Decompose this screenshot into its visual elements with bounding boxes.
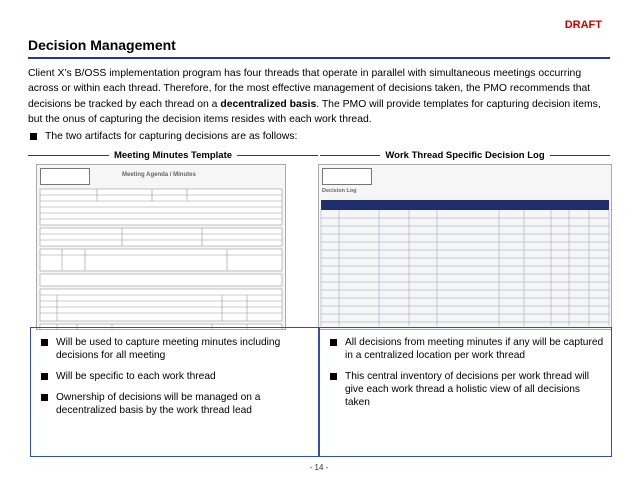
left-section-header (28, 148, 318, 162)
logo-box (40, 168, 90, 185)
page-number: - 14 - (309, 463, 329, 472)
bullet-square-icon (41, 339, 48, 346)
bullet-text: This central inventory of decisions per work thread will give each work thread a holistic view of all decisions taken (345, 371, 590, 408)
bullet-square-icon (41, 394, 48, 401)
doc-title: Meeting Agenda / Minutes (122, 172, 196, 178)
draft-label: DRAFT (564, 19, 602, 31)
header-rule (320, 155, 380, 156)
bullet-square-icon (330, 339, 337, 346)
right-header-label: Work Thread Specific Decision Log (385, 149, 545, 161)
decision-log-image (318, 164, 612, 330)
list-item (41, 336, 312, 362)
list-item (330, 370, 605, 409)
header-rule (237, 155, 318, 156)
left-header-label: Meeting Minutes Template (113, 149, 233, 161)
intro-text-1: Client X’s B/OSS implementation program has four threads that operate in parallel with simultaneous meetings occurring across or within each thread. Therefore, for the most effective management of decisions taken, the PMO recommends that decisions be tracked by each thread on a (28, 68, 591, 110)
intro-bold: decentralized basis (220, 98, 317, 110)
bullet-square-icon (41, 373, 48, 380)
artifacts-text: The two artifacts for capturing decisions are as follows: (45, 131, 298, 142)
doc-title: Decision Log (322, 188, 357, 194)
logo-box (322, 168, 372, 185)
intro-paragraph (28, 66, 613, 128)
left-bullets-box (30, 327, 319, 457)
right-section-header (320, 148, 610, 162)
list-item (41, 391, 312, 417)
header-rule (28, 155, 109, 156)
bullet-square-icon (330, 373, 337, 380)
minutes-form-lines (37, 187, 285, 330)
bullet-text: Will be used to capture meeting minutes including decisions for all meeting (56, 337, 281, 361)
header-rule (550, 155, 610, 156)
decision-log-grid (319, 198, 611, 328)
title-divider (28, 57, 610, 59)
bullet-text: Will be specific to each work thread (56, 371, 216, 382)
bullet-text: Ownership of decisions will be managed on a decentralized basis by the work thread lead (56, 392, 261, 416)
meeting-minutes-template-image (36, 164, 286, 330)
artifacts-bullet (30, 131, 297, 142)
list-item (330, 336, 605, 362)
list-item (41, 370, 312, 383)
page-title: Decision Management (28, 37, 176, 53)
bullet-text: All decisions from meeting minutes if any will be captured in a centralized location per work thread (345, 337, 604, 361)
intro-text-2: . The PMO will provide templates for capturing decision items, but the onus of capturing the decision items resides with each work thread. (28, 98, 601, 126)
right-bullets-box (319, 327, 612, 457)
bullet-square-icon (30, 133, 37, 140)
